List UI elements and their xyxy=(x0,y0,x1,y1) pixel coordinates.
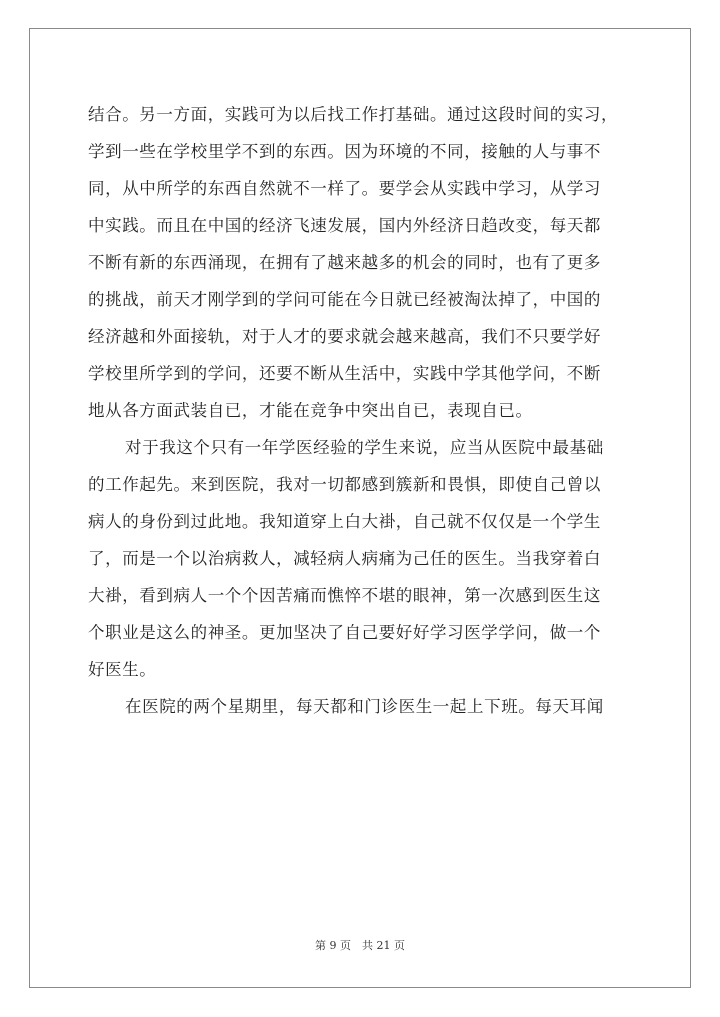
text-line: 结合。另一方面，实践可为以后找工作打基础。通过这段时间的实习， xyxy=(88,105,619,124)
text-line: 地从各方面武装自已，才能在竞争中突出自已，表现自已。 xyxy=(88,401,533,420)
page-number-footer: 第 9 页 共 21 页 xyxy=(315,939,405,952)
text-line: 病人的身份到过此地。我知道穿上白大褂，自己就不仅仅是一个学生 xyxy=(88,512,601,531)
text-line: 中实践。而且在中国的经济飞速发展，国内外经济日趋改变，每天都 xyxy=(88,216,601,235)
text-line: 个职业是这么的神圣。更加坚决了自己要好好学习医学学问，做一个 xyxy=(88,623,601,642)
text-line: 学校里所学到的学问，还要不断从生活中，实践中学其他学问，不断 xyxy=(88,364,601,383)
text-line: 不断有新的东西涌现，在拥有了越来越多的机会的同时，也有了更多 xyxy=(88,253,601,272)
text-line: 同，从中所学的东西自然就不一样了。要学会从实践中学习，从学习 xyxy=(88,179,601,198)
text-line: 了，而是一个以治病救人，减轻病人病痛为己任的医生。当我穿着白 xyxy=(88,549,601,568)
text-line: 的工作起先。来到医院，我对一切都感到簇新和畏惧，即使自己曾以 xyxy=(88,475,601,494)
text-line: 学到一些在学校里学不到的东西。因为环境的不同，接触的人与事不 xyxy=(88,142,601,161)
text-line: 大褂，看到病人一个个因苦痛而憔悴不堪的眼神，第一次感到医生这 xyxy=(88,586,601,605)
text-line: 的挑战，前天才刚学到的学问可能在今日就已经被淘汰掉了，中国的 xyxy=(88,290,601,309)
text-line: 经济越和外面接轨，对于人才的要求就会越来越高，我们不只要学好 xyxy=(88,327,601,346)
text-line: 好医生。 xyxy=(88,660,157,679)
document-body xyxy=(88,96,640,725)
paragraph-start-line: 在医院的两个星期里，每天都和门诊医生一起上下班。每天耳闻 xyxy=(125,697,604,716)
paragraph-start-line: 对于我这个只有一年学医经验的学生来说，应当从医院中最基础 xyxy=(125,438,604,457)
